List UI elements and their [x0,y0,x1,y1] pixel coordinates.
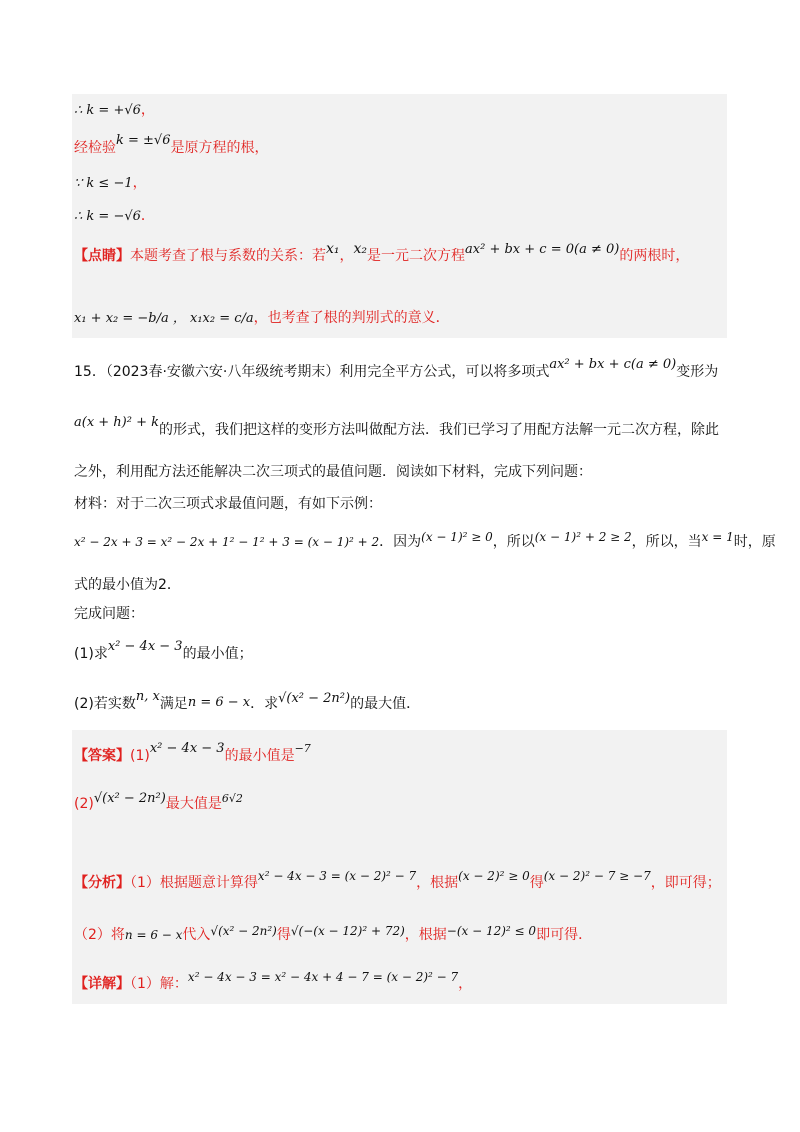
q15-line-7: 完成问题： [74,606,144,622]
answer-line-1: 【答案】(1)x² − 4x − 3的最小值是$^{-7}$ [74,741,311,764]
q15-line-6: 式的最小值为2． [74,577,181,593]
comment-line-2: x₁ + x₂ = −b/a ， x₁x₂ = c/a，也考查了根的判别式的意义． [74,310,450,326]
answer-line-2: (2)√(x² − 2n²)最大值是$^{6√2}$ [74,791,243,812]
solution-block-top [72,94,727,338]
q15-part-2: (2)若实数n, x满足n = 6 − x．求√(x² − 2n²)的最大值． [74,689,421,712]
q15-part-1: (1)求x² − 4x − 3的最小值； [74,639,253,662]
answer-block [72,730,727,1004]
detail-line-1: 【详解】（1）解：x² − 4x − 3 = x² − 4x + 4 − 7 = (x − 2)² − 7， [74,970,473,992]
q15-line-4: 材料：对于二次三项式求最值问题，有如下示例： [74,496,382,512]
comment-line-1: 【点睛】本题考查了根与系数的关系：若x₁，x₂是一元二次方程ax² + bx + c = 0(a ≠ 0)的两根时， [74,241,690,264]
q15-line-2: a(x + h)² + k的形式，我们把这样的变形方法叫做配方法．我们已学习了用配方法解一元二次方程，除此 [74,415,720,438]
q15-line-3: 之外，利用配方法还能解决二次三项式的最值问题．阅读如下材料，完成下列问题： [74,464,592,480]
q15-line-1: 15．（2023春·安徽六安·八年级统考期末）利用完全平方公式，可以将多项式ax² + bx + c(a ≠ 0)变形为 [74,357,719,380]
sol-line-2: 经检验k = ±√6是原方程的根， [74,133,269,156]
sol-line-4: ∴ k = −√6． [74,208,155,224]
analysis-line-1: 【分析】（1）根据题意计算得x² − 4x − 3 = (x − 2)² − 7，根据(x − 2)² ≥ 0得(x − 2)² − 7 ≥ −7，即可得； [74,869,721,891]
sol-line-3: ∵ k ≤ −1， [74,175,147,191]
sol-line-1: ∴ k = +√6， [74,102,155,118]
analysis-line-2: （2）将n = 6 − x代入√(x² − 2n²)得√(−(x − 12)² + 72)，根据−(x − 12)² ≤ 0即可得． [74,924,593,943]
q15-line-5: x² − 2x + 3 = x² − 2x + 1² − 1² + 3 = (x − 1)² + 2．因为(x − 1)² ≥ 0，所以(x − 1)² + 2 ≥ 2，所以，当x = 1时，原 [74,530,776,550]
